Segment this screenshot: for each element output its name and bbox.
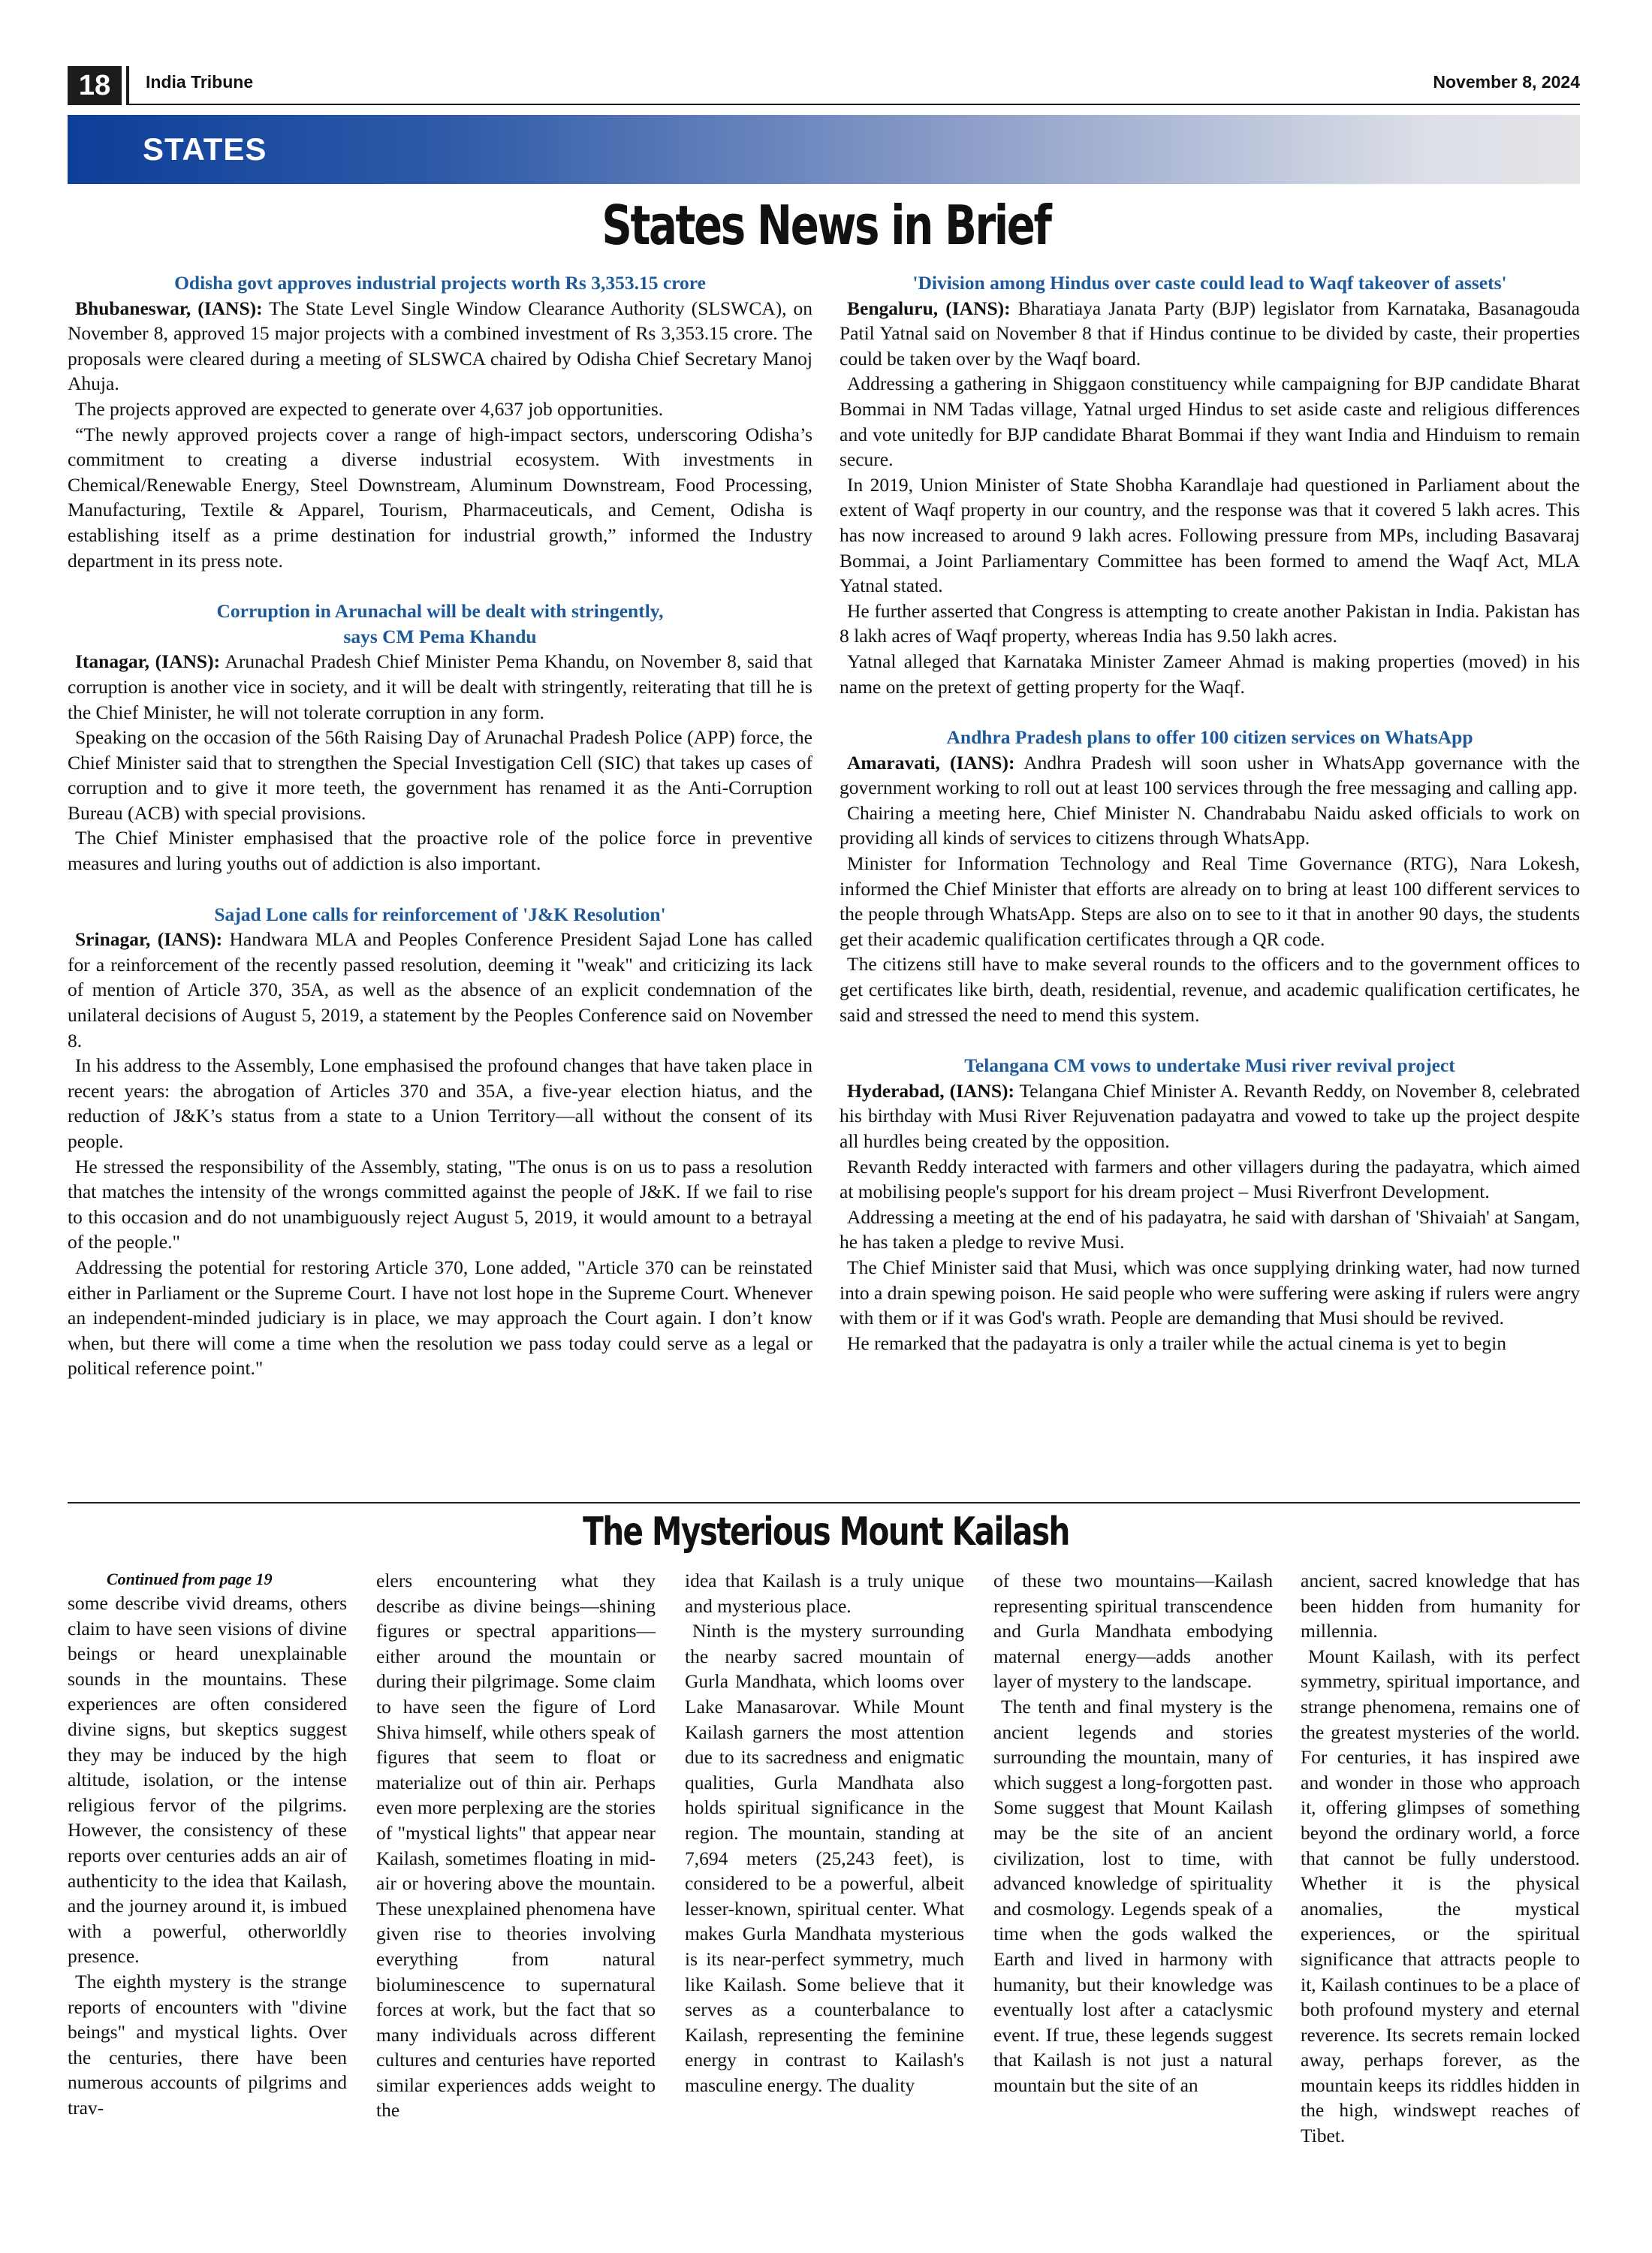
section-banner	[68, 115, 1580, 184]
section-label: STATES	[143, 131, 267, 167]
news-article	[840, 270, 1580, 699]
article-text: Arunachal Pradesh Chief Minister Pema Khandu, on November 8, said that corruption is another vice in society, and it will be dealt with stringently, reiterating that till he is the Chief Minister, he will not tolerate corruption in any form.	[68, 650, 812, 723]
article-text: Minister for Information Technology and Real Time Governance (RTG), Nara Lokesh, informed the Chief Minister that efforts are already on to bring at least 100 different services to the people through WhatsApp. Steps are also on to see to it that in another 90 days, the students get their academic qualification certificates through a QR code.	[840, 852, 1580, 950]
article-paragraph	[840, 952, 1580, 1027]
header-divider	[126, 66, 129, 105]
feature-column-3	[685, 1568, 964, 2098]
article-dateline: Bengaluru, (IANS):	[847, 297, 1011, 319]
article-text: The State Level Single Window Clearance Authority (SLSWCA), on November 8, approved 15 major projects with a combined investment of Rs 3,353.15 crore. The proposals were cleared during a meeting of SLSWCA chaired by Odisha Chief Secretary Manoj Ahuja.	[68, 297, 813, 395]
news-article	[68, 599, 812, 876]
article-text: Handwara MLA and Peoples Conference President Sajad Lone has called for a reinforcement of the recently passed resolution, deeming it "weak" and criticizing its lack of mention of Article 370, 35A, as well as the absence of an explicit condemnation of the unilateral decisions of August 5, 2019, a statement by the Peoples Conference said on November 8.	[68, 928, 813, 1051]
article-paragraph	[840, 296, 1580, 372]
continued-note: Continued from page 19	[107, 1570, 273, 1588]
article-text: Yatnal alleged that Karnataka Minister Zameer Ahmad is making properties (moved) in his name on the pretext of getting property for the Waqf.	[840, 650, 1580, 698]
feature-paragraph: ancient, sacred knowledge that has been hidden from humanity for millennia.	[1301, 1570, 1580, 1642]
article-text: Chairing a meeting here, Chief Minister N. Chandrababu Naidu asked officials to work on providing all kinds of services to citizens through WhatsApp.	[840, 801, 1580, 849]
feature-column-2	[376, 1568, 656, 2123]
article-paragraph	[68, 927, 812, 1053]
article-text: Speaking on the occasion of the 56th Raising Day of Arunachal Pradesh Police (APP) force, the Chief Minister said that to strengthen the Special Investigation Cell (SIC) that takes up cases of corruption and to give it more teeth, the government has renamed it as the Anti-Corruption Bureau (ACB) with special provisions.	[68, 726, 812, 824]
article-paragraph	[68, 1255, 812, 1381]
article-paragraph	[840, 1154, 1580, 1205]
feature-column-5	[1301, 1568, 1580, 2149]
article-paragraph	[840, 371, 1580, 472]
article-paragraph	[840, 599, 1580, 649]
article-text: The citizens still have to make several rounds to the officers and to the government offices to get certificates like birth, death, residential, revenue, and academic qualification certificates, he said and stressed the need to mend this system.	[840, 953, 1580, 1026]
article-headline: Andhra Pradesh plans to offer 100 citizen services on WhatsApp	[946, 726, 1473, 749]
issue-date: November 8, 2024	[1433, 72, 1580, 92]
feature-paragraph: Mount Kailash, with its perfect symmetry, spiritual importance, and strange phenomena, remains one of the greatest mysteries of the world. For centuries, it has inspired awe and wonder in those who approach it, offering glimpses of something beyond the ordinary world, a force that cannot be fully understood. Whether it is the physical anomalies, the mystical experiences, or the spiritual significance that attracts people to it, Kailash continues to be a place of both profound mystery and eternal reverence. Its secrets remain locked away, perhaps forever, as the mountain keeps its riddles hidden in the high, windswept reaches of Tibet.	[1301, 1645, 1580, 2147]
article-text: He stressed the responsibility of the Assembly, stating, "The onus is on us to pass a resolution that matches the intensity of the wrongs committed against the people of J&K. If we fail to rise to this occasion and do not unambiguously reject August 5, 2019, it would amount to a betrayal of the people."	[68, 1155, 812, 1253]
article-paragraph	[68, 825, 812, 876]
feature-paragraph: of these two mountains—Kailash representing spiritual transcendence and Gurla Mandhata embodying maternal energy—adds another layer of mystery to the landscape.	[993, 1570, 1273, 1693]
article-paragraph	[68, 1053, 812, 1154]
article-dateline: Bhubaneswar, (IANS):	[75, 297, 263, 319]
article-text: The Chief Minister emphasised that the proactive role of the police force in preventive measures and luring youths out of addiction is also important.	[68, 827, 812, 875]
article-text: Revanth Reddy interacted with farmers and other villagers during the padayatra, which aimed at mobilising people's support for his dream project – Musi Riverfront Development.	[840, 1155, 1580, 1203]
header-rule	[126, 104, 1580, 105]
article-headline: Corruption in Arunachal will be dealt with stringently,	[216, 600, 664, 623]
news-article	[68, 270, 812, 573]
article-paragraph	[68, 422, 812, 574]
article-paragraph	[68, 725, 812, 825]
article-text: In his address to the Assembly, Lone emphasised the profound changes that have taken place in recent years: the abrogation of Articles 370 and 35A, a five-year election hiatus, and the reduction of J&K’s status from a state to a Union Territory—all without the consent of its people.	[68, 1054, 812, 1152]
page-title: States News in Brief	[601, 194, 1051, 257]
article-paragraph	[840, 1331, 1580, 1356]
news-article	[840, 1053, 1580, 1356]
article-text: He further asserted that Congress is attempting to create another Pakistan in India. Pakistan has 8 lakh acres of Waqf property, whereas India has 9.50 lakh acres.	[840, 599, 1580, 647]
article-text: Addressing a meeting at the end of his padayatra, he said with darshan of 'Shivaiah' at Sangam, he has taken a pledge to revive Musi.	[840, 1205, 1580, 1253]
article-paragraph	[840, 851, 1580, 952]
article-dateline: Srinagar, (IANS):	[75, 928, 223, 951]
article-paragraph	[68, 397, 812, 422]
news-article	[68, 902, 812, 1381]
article-text: Bharatiaya Janata Party (BJP) legislator from Karnataka, Basanagouda Patil Yatnal said on November 8 that if Hindus continue to be divided by caste, their properties could be taken over by the Waqf board.	[840, 297, 1580, 369]
article-paragraph	[68, 1154, 812, 1255]
article-text: Telangana Chief Minister A. Revanth Reddy, on November 8, celebrated his birthday with Musi River Rejuvenation padayatra and vowed to take up the project despite all hurdles being created by the opposition.	[840, 1079, 1581, 1152]
feature-paragraph: The tenth and final mystery is the ancient legends and stories surrounding the mountain, many of which suggest a long-forgotten past. Some suggest that Mount Kailash may be the site of an ancient civilization, lost to time, with advanced knowledge of spirituality and cosmology. Legends speak of a time when the gods walked the Earth and lived in harmony with humanity, but their knowledge was eventually lost after a cataclysmic event. If true, these legends suggest that Kailash is not just a natural mountain but the site of an	[993, 1695, 1273, 2096]
article-paragraph	[840, 1255, 1580, 1331]
article-paragraph	[840, 801, 1580, 851]
publication-name: India Tribune	[146, 72, 254, 92]
section-divider	[68, 1502, 1580, 1504]
article-text: “The newly approved projects cover a range of high-impact sectors, underscoring Odisha’s commitment to creating a diverse industrial ecosystem. With investments in Chemical/Renewable Energy, Steel Downstream, Aluminum Downstream, Food Processing, Manufacturing, Textile & Apparel, Tourism, Pharmaceuticals, and Cement, Odisha is establishing itself as a prime destination for industrial growth,” informed the Industry department in its press note.	[68, 423, 812, 572]
article-headline: Odisha govt approves industrial projects worth Rs 3,353.15 crore	[174, 272, 706, 294]
article-text: Addressing a gathering in Shiggaon constituency while campaigning for BJP candidate Bharat Bommai in NM Tadas village, Yatnal urged Hindus to set aside caste and religious differences and vote unitedly for BJP candidate Bharat Bommai if they want India and Hinduism to remain secure.	[840, 372, 1580, 471]
article-text: The Chief Minister said that Musi, which was once supplying drinking water, had now turned into a drain spewing poison. He said people who were suffering were asking if rulers were angry with them or if it was God's wrath. People are demanding that Musi should be revived.	[840, 1256, 1580, 1329]
article-paragraph	[68, 649, 812, 725]
article-dateline: Hyderabad, (IANS):	[847, 1079, 1014, 1102]
article-paragraph	[840, 472, 1580, 599]
article-headline: says CM Pema Khandu	[343, 625, 537, 647]
article-text: Addressing the potential for restoring Article 370, Lone added, "Article 370 can be reinstated either in Parliament or the Supreme Court. I have not lost hope in the Supreme Court. Whenever an independent-minded judiciary is in place, we may approach the Court again. I don’t know when, but there will come a time when the resolution we pass today could serve as a legal or political reference point."	[68, 1256, 812, 1380]
page-number: 18	[68, 66, 122, 105]
feature-paragraph: The eighth mystery is the strange reports of encounters with "divine beings" and mystical lights. Over the centuries, there have been numerous accounts of pilgrims and trav-	[68, 1970, 347, 2119]
feature-column-4	[993, 1568, 1273, 2098]
article-paragraph	[840, 750, 1580, 801]
feature-column-1	[68, 1568, 347, 2120]
feature-paragraph: elers encountering what they describe as divine beings—shining figures or spectral apparitions—either around the mountain or during their pilgrimage. Some claim to have seen the figure of Lord Shiva himself, while others speak of figures that seem to float or materialize out of thin air. Perhaps even more perplexing are the stories of "mystical lights" that appear near Kailash, sometimes floating in mid-air or hovering above the mountain. These unexplained phenomena have given rise to theories involving everything from natural bioluminescence to supernatural forces at work, but the fact that so many individuals across different cultures and centuries have reported similar experiences adds weight to the	[376, 1570, 656, 2122]
news-column-left	[68, 270, 812, 1381]
feature-paragraph: idea that Kailash is a truly unique and mysterious place.	[685, 1570, 964, 1617]
article-text: He remarked that the padayatra is only a trailer while the actual cinema is yet to begin	[847, 1332, 1506, 1354]
feature-paragraph: some describe vivid dreams, others claim to have seen visions of divine beings or heard unexplainable sounds in the mountains. These experiences are often considered divine signs, but skeptics suggest they may be induced by the high altitude, isolation, or the intense religious fervor of the pilgrims. However, the consistency of these reports over centuries adds an air of authenticity to the idea that Kailash, and the journey around it, is imbued with a powerful, otherworldly presence.	[68, 1592, 347, 1968]
article-paragraph	[840, 649, 1580, 699]
article-text: Andhra Pradesh will soon usher in WhatsApp governance with the government working to roll out at least 100 services through the free messaging and calling app.	[840, 751, 1580, 799]
article-text: The projects approved are expected to generate over 4,637 job opportunities.	[75, 397, 664, 420]
article-paragraph	[840, 1078, 1580, 1154]
article-paragraph	[840, 1205, 1580, 1255]
news-article	[840, 725, 1580, 1027]
article-headline: 'Division among Hindus over caste could lead to Waqf takeover of assets'	[912, 272, 1507, 294]
article-dateline: Itanagar, (IANS):	[75, 650, 221, 673]
news-column-right	[840, 270, 1580, 1356]
article-text: In 2019, Union Minister of State Shobha Karandlaje had questioned in Parliament about the extent of Waqf property in our country, and the response was that it covered 5 lakh acres. This has now increased to around 9 lakh acres. Following pressure from MPs, including Basavaraj Bommai, a Joint Parliamentary Committee has been formed to amend the Waqf Act, MLA Yatnal stated.	[840, 473, 1580, 597]
article-headline: Sajad Lone calls for reinforcement of 'J&K Resolution'	[214, 903, 666, 925]
feature-paragraph: Ninth is the mystery surrounding the nearby sacred mountain of Gurla Mandhata, which looms over Lake Manasarovar. While Mount Kailash garners the most attention due to its sacredness and enigmatic qualities, Gurla Mandhata also holds spiritual significance in the region. The mountain, standing at 7,694 meters (25,243 feet), is considered to be a powerful, albeit lesser-known, spiritual center. What makes Gurla Mandhata mysterious is its near-perfect symmetry, much like Kailash. Some believe that it serves as a counterbalance to Kailash, representing the feminine energy in contrast to Kailash's masculine energy. The duality	[685, 1620, 964, 2096]
article-dateline: Amaravati, (IANS):	[847, 751, 1015, 774]
article-paragraph	[68, 296, 812, 397]
feature-title: The Mysterious Mount Kailash	[583, 1510, 1069, 1555]
article-headline: Telangana CM vows to undertake Musi river revival project	[964, 1054, 1455, 1077]
